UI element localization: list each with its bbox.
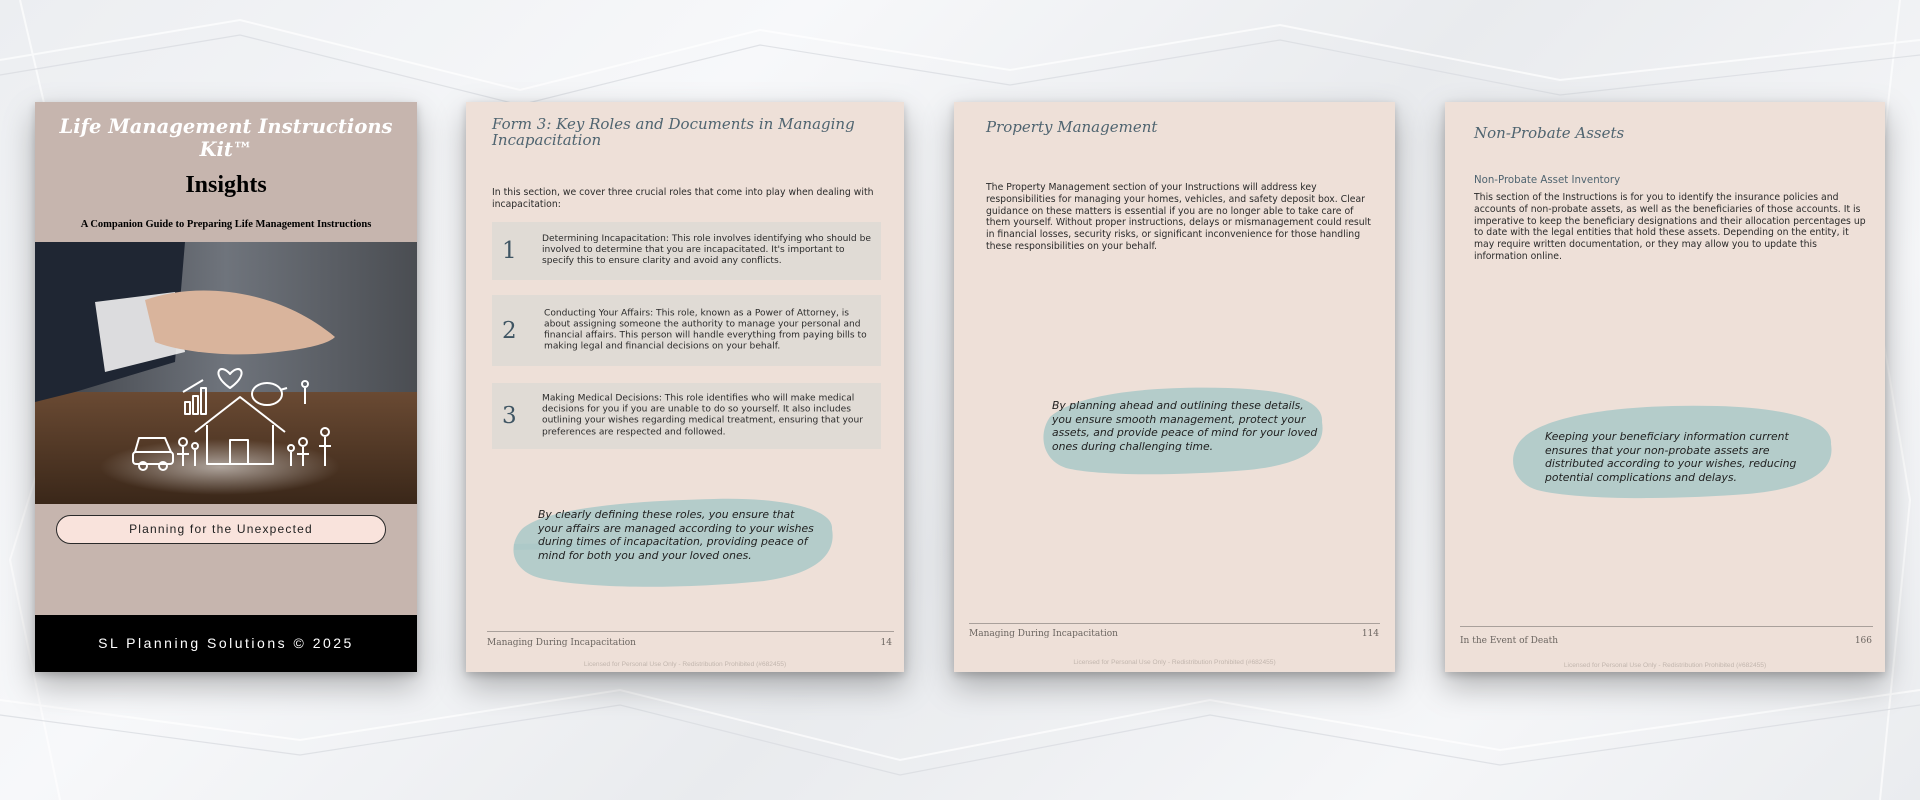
cover-footer: SL Planning Solutions © 2025: [35, 615, 417, 672]
cover-heading: Insights: [185, 172, 267, 198]
role-text: Making Medical Decisions: This role identifies who will make medical decisions for you if you are unable to do so yourself. It also includes outlining your wishes regarding medical treatment, ensuring that your preferences are respected and followed.: [542, 393, 863, 438]
quote-text: Keeping your beneficiary information current ensures that your non-probate assets are distributed according to your wishes, reducing potential complications and delays.: [1545, 430, 1797, 484]
quote-text: By clearly defining these roles, you ensure that your affairs are managed according to your wishes during times of incapacitation, providing peace of mind for both you and your loved ones.: [538, 508, 814, 562]
role-number: 2: [502, 317, 517, 344]
page-number: 166: [1854, 636, 1872, 646]
page-number: 14: [880, 638, 892, 648]
page-form-3: [466, 102, 904, 672]
role-box-2: [492, 295, 881, 366]
page-body: The Property Management section of your Instructions will address key responsibilities for managing your homes, vehicles, and safety deposit box. Clear guidance on these matters is essential if you are no longer able to take care of them yourself. Without proper instructions, delays or mismanagement could result in financial losses, security risks, or significant inconvenience for those handling these responsibilities on your behalf.: [986, 182, 1371, 252]
cover-subtitle: A Companion Guide to Preparing Life Management Instructions: [80, 219, 372, 230]
quote-text: By planning ahead and outlining these details, you ensure smooth management, protect your assets, and provide peace of mind for your loved ones during challenging time.: [1052, 399, 1318, 453]
license-note: Licensed for Personal Use Only - Redistribution Prohibited (#682455): [1563, 662, 1767, 669]
footer-section: Managing During Incapacitation: [969, 629, 1118, 639]
role-number: 3: [502, 403, 517, 429]
license-note: Licensed for Personal Use Only - Redistribution Prohibited (#682455): [583, 661, 787, 668]
role-text: Conducting Your Affairs: This role, known as a Power of Attorney, is about assigning someone the authority to manage your personal and financial affairs. This person will handle everything from paying bills to making legal and financial decisions on your behalf.: [544, 308, 867, 352]
page-property-management: [954, 102, 1395, 672]
quote-callout: [1507, 392, 1837, 504]
page-number: 114: [1361, 629, 1379, 639]
page-body: This section of the Instructions is for you to identify the insurance policies and accounts of non-probate assets, as well as the beneficiaries of those accounts. It is imperative to keep the beneficiary designations and their allocation percentages up to date with the legal entities that hold these assets. Depending on the entity, it may require written documentation, or they may allow you to update this information online.: [1474, 192, 1866, 262]
page-non-probate-assets: [1445, 102, 1885, 672]
footer-section: In the Event of Death: [1460, 636, 1558, 646]
role-text: Determining Incapacitation: This role involves identifying who should be involved to determine that you are incapacitated. It's important to specify this to ensure clarity and avoid any conflicts.: [542, 234, 871, 267]
cover-title: Life Management Instructions Kit™: [59, 115, 393, 161]
page-heading: Property Management: [986, 118, 1158, 136]
license-note: Licensed for Personal Use Only - Redistribution Prohibited (#682455): [1073, 659, 1276, 666]
page-heading: Non-Probate Assets: [1474, 124, 1625, 142]
role-number: 1: [502, 238, 517, 264]
role-box-1: [492, 222, 881, 280]
footer-section: Managing During Incapacitation: [487, 638, 636, 648]
page-heading: Form 3: Key Roles and Documents in Managing Incapacitation: [492, 115, 855, 149]
cover-photo: [35, 242, 417, 504]
planning-pill: Planning for the Unexpected: [56, 515, 386, 544]
page-intro: In this section, we cover three crucial roles that come into play when dealing with incapacitation:: [492, 187, 874, 210]
quote-callout: [504, 477, 844, 593]
cover-page: [35, 102, 417, 672]
role-box-3: [492, 383, 881, 449]
quote-callout: [1038, 372, 1328, 482]
page-subheading: Non-Probate Asset Inventory: [1474, 175, 1621, 186]
